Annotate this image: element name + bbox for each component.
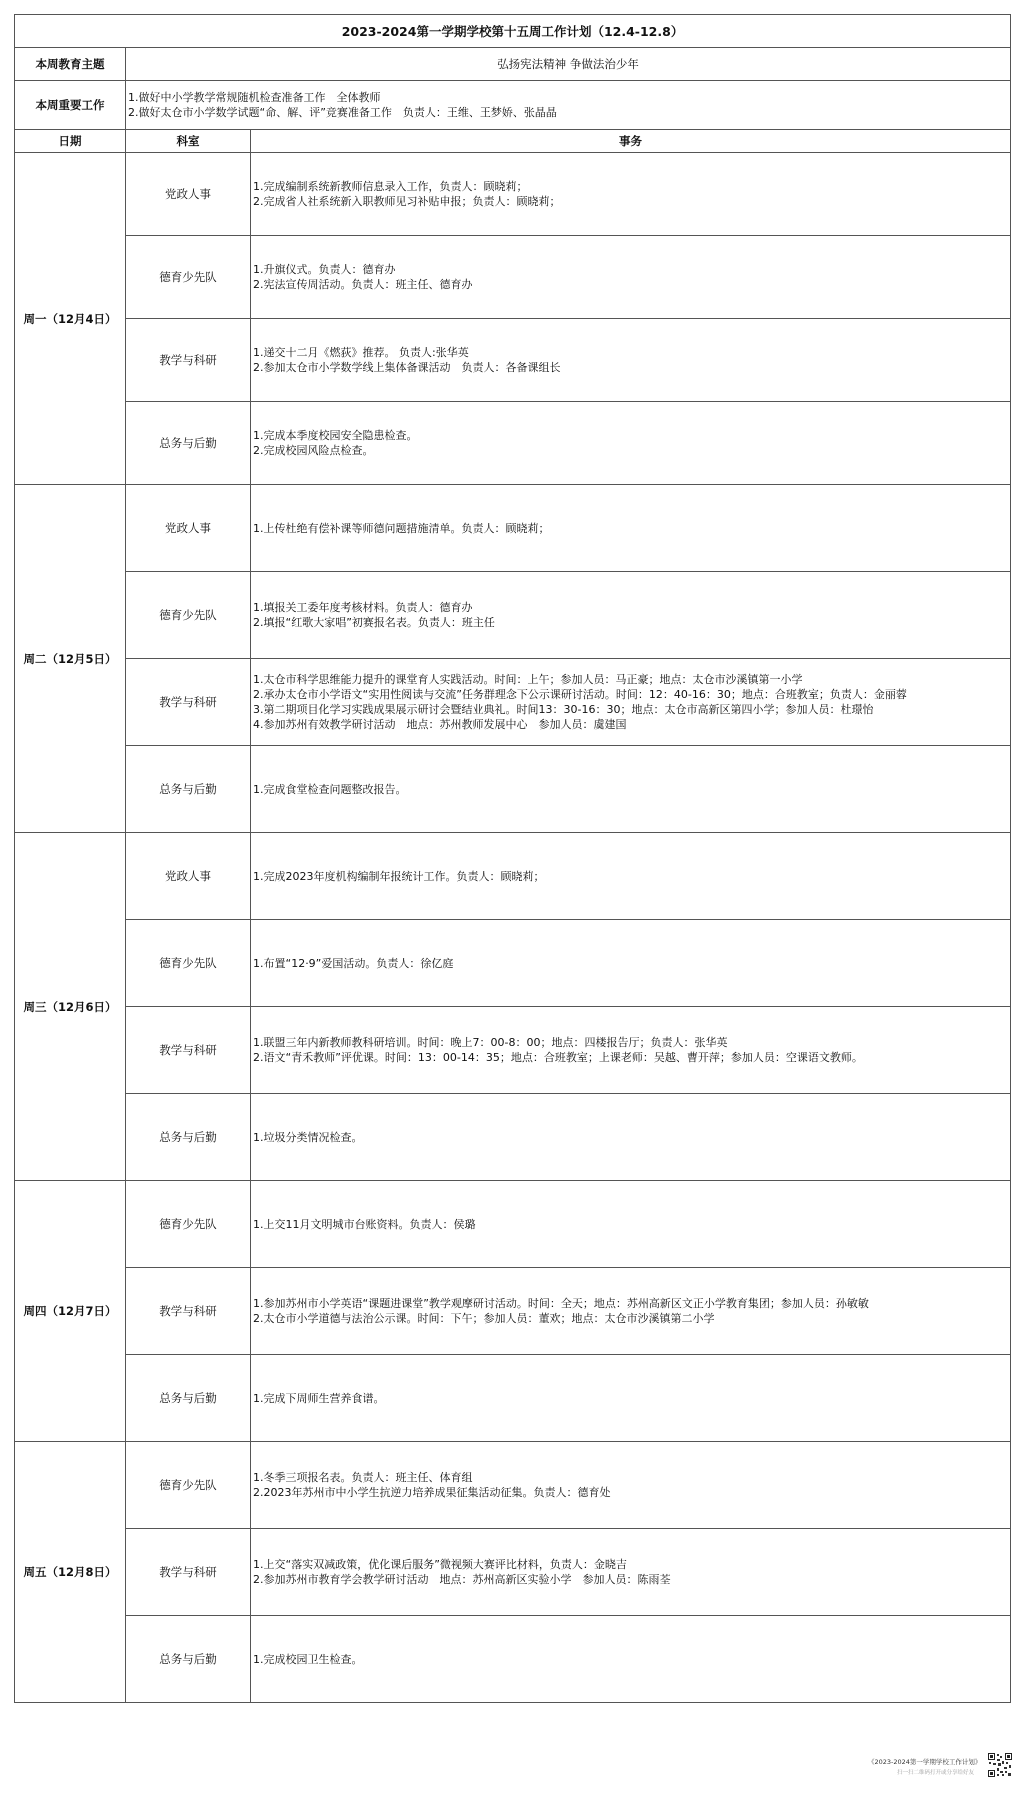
table-row xyxy=(15,833,1011,920)
table-row xyxy=(15,1442,1011,1529)
page-title: 2023-2024第一学期学校第十五周工作计划（12.4-12.8） xyxy=(15,15,1011,48)
department-cell: 德育少先队 xyxy=(126,1181,251,1268)
key-work-line: 1.做好中小学教学常规随机检查准备工作 全体教师 xyxy=(128,91,381,104)
department-cell: 教学与科研 xyxy=(126,319,251,402)
department-cell: 总务与后勤 xyxy=(126,1616,251,1703)
department-cell: 德育少先队 xyxy=(126,1442,251,1529)
table-row xyxy=(15,1268,1011,1355)
task-line: 2.填报“红歌大家唱”初赛报名表。负责人：班主任 xyxy=(253,616,495,629)
table-row xyxy=(15,1094,1011,1181)
table-row xyxy=(15,236,1011,319)
task-line: 1.冬季三项报名表。负责人：班主任、体育组 xyxy=(253,1471,473,1484)
theme-row xyxy=(15,48,1011,81)
task-line: 1.完成本季度校园安全隐患检查。 xyxy=(253,429,418,442)
theme-value: 弘扬宪法精神 争做法治少年 xyxy=(126,48,1011,81)
footer xyxy=(868,1757,982,1776)
task-line: 1.上传杜绝有偿补课等师德问题措施清单。负责人：顾晓莉； xyxy=(253,521,550,535)
day-label: 周五（12月8日） xyxy=(15,1442,126,1703)
department-cell: 德育少先队 xyxy=(126,236,251,319)
table-row xyxy=(15,1529,1011,1616)
task-cell xyxy=(251,1007,1011,1094)
task-cell xyxy=(251,236,1011,319)
key-work-line: 2.做好太仓市小学数学试题“命、解、评”竞赛准备工作 负责人：王维、王梦娇、张晶晶 xyxy=(128,106,557,119)
task-line: 2.宪法宣传周活动。负责人：班主任、德育办 xyxy=(253,278,473,291)
table-row xyxy=(15,1007,1011,1094)
task-cell xyxy=(251,1529,1011,1616)
department-cell: 德育少先队 xyxy=(126,920,251,1007)
table-row xyxy=(15,402,1011,485)
task-line: 1.完成编制系统新教师信息录入工作，负责人：顾晓莉； xyxy=(253,180,528,193)
task-cell xyxy=(251,1616,1011,1703)
department-cell: 教学与科研 xyxy=(126,1268,251,1355)
department-cell: 总务与后勤 xyxy=(126,402,251,485)
task-cell xyxy=(251,572,1011,659)
table-row xyxy=(15,1181,1011,1268)
task-line: 1.填报关工委年度考核材料。负责人：德育办 xyxy=(253,601,473,614)
table-row xyxy=(15,746,1011,833)
task-line: 1.完成下周师生营养食谱。 xyxy=(253,1391,385,1405)
task-line: 2.语文“青禾教师”评优课。时间：13：00-14：35；地点：合班教室；上课老师：吴越、曹开萍；参加人员：空课语文教师。 xyxy=(253,1051,863,1064)
task-cell xyxy=(251,659,1011,746)
department-cell: 总务与后勤 xyxy=(126,1355,251,1442)
department-cell: 教学与科研 xyxy=(126,659,251,746)
task-line: 1.完成2023年度机构编制年报统计工作。负责人：顾晓莉； xyxy=(253,869,545,883)
table-row xyxy=(15,319,1011,402)
task-line: 3.第二期项目化学习实践成果展示研讨会暨结业典礼。时间13：30-16：30；地点：太仓市高新区第四小学；参加人员：杜璟怡 xyxy=(253,703,874,716)
day-label: 周一（12月4日） xyxy=(15,153,126,485)
header-row xyxy=(15,130,1011,153)
task-line: 1.完成校园卫生检查。 xyxy=(253,1652,363,1666)
department-cell: 教学与科研 xyxy=(126,1529,251,1616)
title-row xyxy=(15,15,1011,48)
qr-code-icon xyxy=(988,1753,1012,1777)
theme-label: 本周教育主题 xyxy=(15,48,126,81)
work-plan-table xyxy=(14,14,1011,1703)
task-cell xyxy=(251,402,1011,485)
table-row xyxy=(15,659,1011,746)
task-cell xyxy=(251,1355,1011,1442)
table-row xyxy=(15,1616,1011,1703)
task-cell xyxy=(251,746,1011,833)
day-label: 周二（12月5日） xyxy=(15,485,126,833)
task-line: 1.递交十二月《燃荻》推荐。 负责人:张华英 xyxy=(253,346,469,359)
task-line: 2.完成校园风险点检查。 xyxy=(253,444,374,457)
key-work-label: 本周重要工作 xyxy=(15,81,126,130)
key-work-cell xyxy=(126,81,1011,130)
task-line: 2.太仓市小学道德与法治公示课。时间：下午；参加人员：董欢；地点：太仓市沙溪镇第二小学 xyxy=(253,1312,715,1325)
task-line: 2.完成省人社系统新入职教师见习补贴申报；负责人：顾晓莉； xyxy=(253,195,561,208)
table-row xyxy=(15,572,1011,659)
table-row xyxy=(15,1355,1011,1442)
footer-title: 《2023-2024第一学期学校工作计划》 xyxy=(868,1758,982,1766)
task-cell xyxy=(251,1094,1011,1181)
header-date: 日期 xyxy=(15,130,126,153)
task-cell xyxy=(251,1442,1011,1529)
task-cell xyxy=(251,1268,1011,1355)
task-line: 2.承办太仓市小学语文“实用性阅读与交流”任务群理念下公示课研讨活动。时间：12：40-16：30；地点：合班教室；负责人：金丽蓉 xyxy=(253,688,907,701)
task-line: 1.升旗仪式。负责人：德育办 xyxy=(253,263,396,276)
department-cell: 党政人事 xyxy=(126,833,251,920)
task-cell xyxy=(251,920,1011,1007)
task-cell xyxy=(251,319,1011,402)
task-cell xyxy=(251,1181,1011,1268)
task-line: 4.参加苏州有效教学研讨活动 地点：苏州教师发展中心 参加人员：虞建国 xyxy=(253,718,627,731)
day-label: 周三（12月6日） xyxy=(15,833,126,1181)
header-task: 事务 xyxy=(251,130,1011,153)
task-cell xyxy=(251,485,1011,572)
task-cell xyxy=(251,833,1011,920)
task-line: 1.上交11月文明城市台账资料。负责人：侯璐 xyxy=(253,1217,476,1231)
department-cell: 党政人事 xyxy=(126,153,251,236)
task-line: 1.联盟三年内新教师教科研培训。时间：晚上7：00-8：00；地点：四楼报告厅；负责人：张华英 xyxy=(253,1036,728,1049)
department-cell: 总务与后勤 xyxy=(126,1094,251,1181)
task-line: 2.参加太仓市小学数学线上集体备课活动 负责人：各备课组长 xyxy=(253,361,561,374)
task-line: 2.2023年苏州市中小学生抗逆力培养成果征集活动征集。负责人：德育处 xyxy=(253,1486,611,1499)
key-work-row xyxy=(15,81,1011,130)
footer-subtitle: 扫一扫二维码打开或分享给好友 xyxy=(896,1770,974,1776)
task-line: 1.上交“落实双减政策，优化课后服务”微视频大赛评比材料，负责人：金晓吉 xyxy=(253,1558,627,1571)
table-row xyxy=(15,153,1011,236)
task-line: 1.完成食堂检查问题整改报告。 xyxy=(253,782,407,796)
header-dept: 科室 xyxy=(126,130,251,153)
day-label: 周四（12月7日） xyxy=(15,1181,126,1442)
table-row xyxy=(15,920,1011,1007)
table-row xyxy=(15,485,1011,572)
department-cell: 德育少先队 xyxy=(126,572,251,659)
task-cell xyxy=(251,153,1011,236)
department-cell: 党政人事 xyxy=(126,485,251,572)
task-line: 2.参加苏州市教育学会教学研讨活动 地点：苏州高新区实验小学 参加人员：陈雨荃 xyxy=(253,1573,671,1586)
department-cell: 总务与后勤 xyxy=(126,746,251,833)
task-line: 1.垃圾分类情况检查。 xyxy=(253,1130,363,1144)
task-line: 1.太仓市科学思维能力提升的课堂育人实践活动。时间：上午；参加人员：马正豪；地点：太仓市沙溪镇第一小学 xyxy=(253,673,803,686)
task-line: 1.布置“12·9”爱国活动。负责人：徐亿庭 xyxy=(253,956,454,970)
task-line: 1.参加苏州市小学英语“课题进课堂”教学观摩研讨活动。时间：全天；地点：苏州高新区文正小学教育集团；参加人员：孙敏敏 xyxy=(253,1297,869,1310)
department-cell: 教学与科研 xyxy=(126,1007,251,1094)
